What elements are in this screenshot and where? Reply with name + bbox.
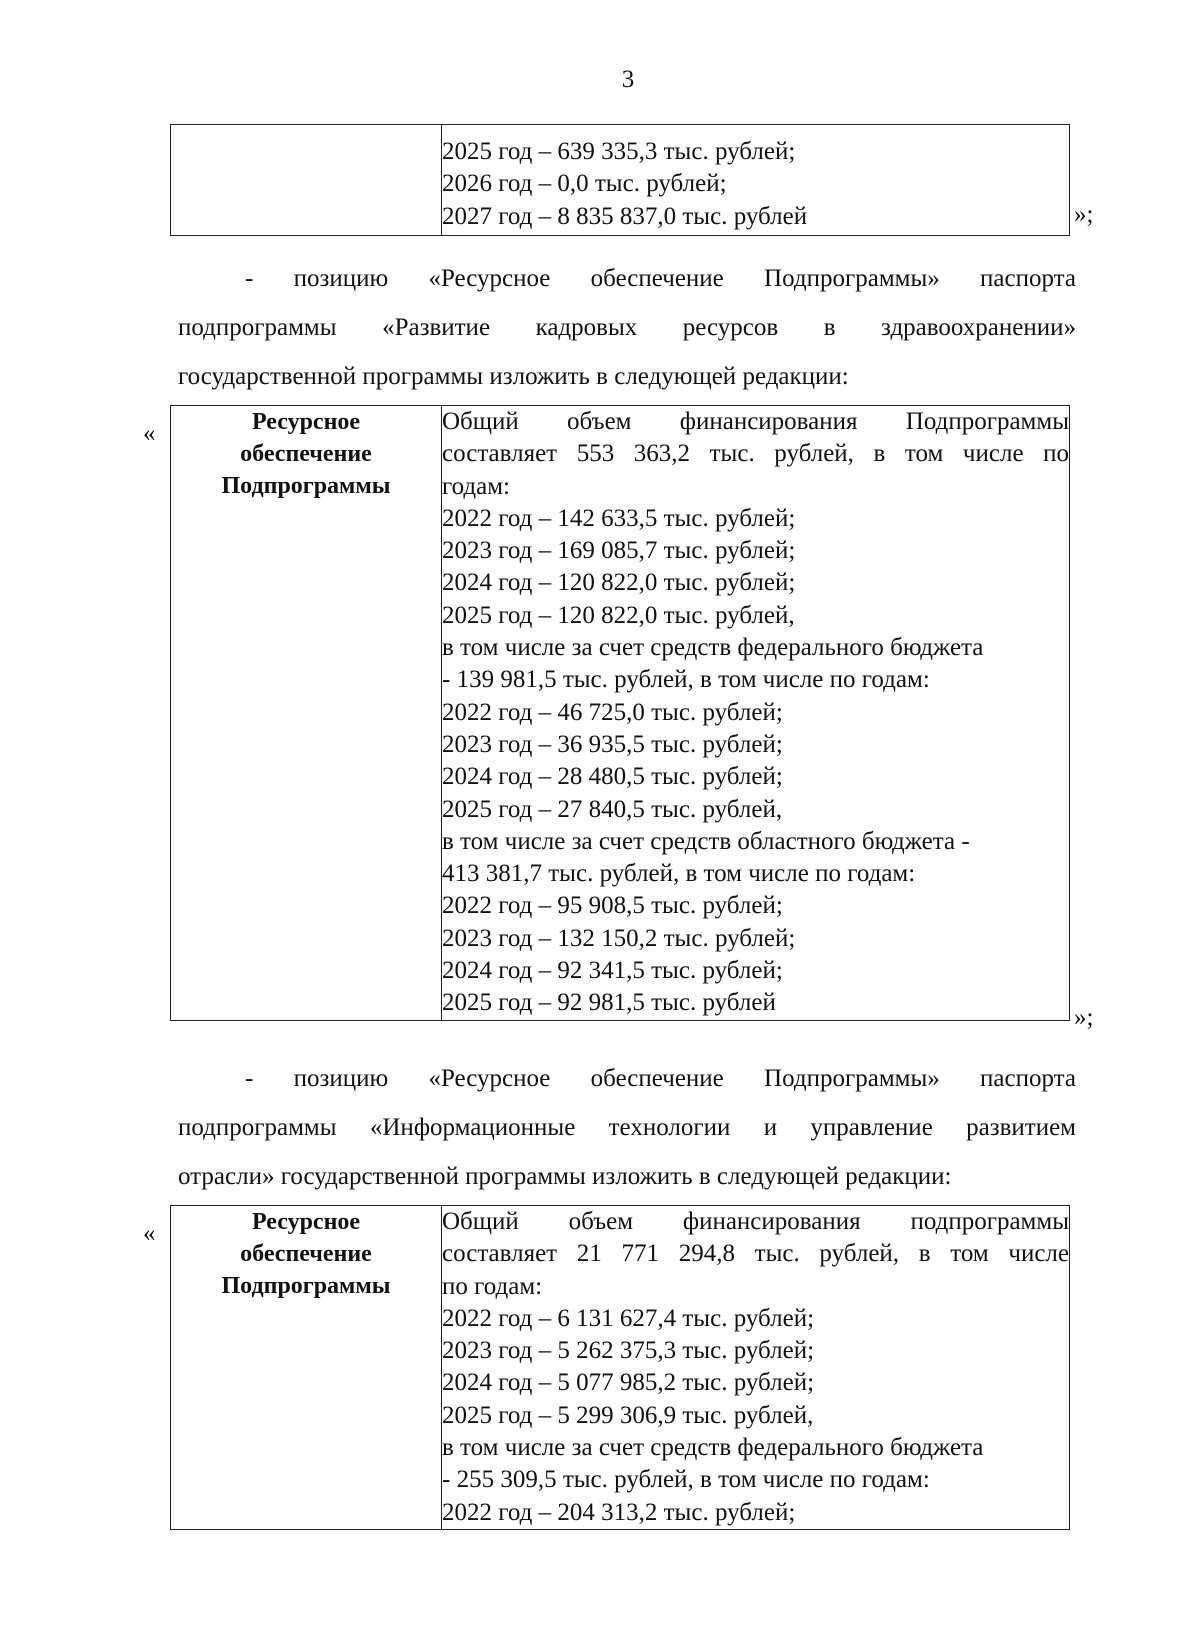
opening-quote: « — [143, 420, 156, 447]
table-line: 2025 год – 120 822,0 тыс. рублей, — [442, 601, 795, 629]
page-number: 3 — [621, 66, 635, 93]
paragraph-line: подпрограммы «Информационные технологии и управление развитием — [178, 1114, 1076, 1141]
table-line: 2022 год – 46 725,0 тыс. рублей; — [442, 698, 783, 726]
paragraph-line: государственной программы изложить в следующей редакции: — [178, 363, 849, 390]
opening-quote: « — [143, 1220, 156, 1247]
table-line: 2023 год – 169 085,7 тыс. рублей; — [442, 537, 796, 565]
table-line: 2025 год – 5 299 306,9 тыс. рублей, — [442, 1401, 814, 1429]
table-line: Общий объем финансирования Подпрограммы — [442, 408, 1069, 435]
table-line: 2025 год – 639 335,3 тыс. рублей; — [442, 138, 796, 165]
paragraph-line: - позицию «Ресурсное обеспечение Подпрограммы» паспорта — [245, 265, 1076, 292]
table-continuation — [170, 124, 1070, 236]
table-line: 2024 год – 92 341,5 тыс. рублей; — [442, 957, 783, 985]
table-continuation-left-cell — [171, 125, 442, 236]
table-line: 2024 год – 120 822,0 тыс. рублей; — [442, 569, 796, 597]
label-line: обеспечение — [240, 1241, 372, 1267]
table-line: 2022 год – 204 313,2 тыс. рублей; — [442, 1498, 796, 1526]
table-resource-kadry — [170, 405, 1070, 1021]
paragraph-kadry — [178, 254, 1076, 401]
table-line: по годам: — [442, 1272, 543, 1300]
paragraph-line: отрасли» государственной программы изложить в следующей редакции: — [178, 1163, 952, 1190]
table-line: 2022 год – 142 633,5 тыс. рублей; — [442, 504, 796, 532]
label-line: Подпрограммы — [221, 473, 391, 499]
table-line: 2027 год – 8 835 837,0 тыс. рублей — [442, 202, 808, 230]
table-continuation-right-cell — [442, 125, 1070, 236]
table-line: 2022 год – 95 908,5 тыс. рублей; — [442, 892, 783, 920]
table-line: 2026 год – 0,0 тыс. рублей; — [442, 170, 727, 198]
table-line: годам: — [442, 472, 510, 500]
table-line: составляет 21 771 294,8 тыс. рублей, в том числе — [442, 1240, 1069, 1268]
table-value-cell — [442, 406, 1070, 1021]
table-line: 2025 год – 27 840,5 тыс. рублей, — [442, 795, 783, 823]
table-line: - 139 981,5 тыс. рублей, в том числе по годам: — [442, 666, 930, 694]
table-line: 2024 год – 5 077 985,2 тыс. рублей; — [442, 1369, 815, 1397]
table-line: - 255 309,5 тыс. рублей, в том числе по годам: — [442, 1466, 930, 1494]
label-line: Подпрограммы — [221, 1273, 391, 1299]
label-line: обеспечение — [240, 441, 372, 467]
label-line: Ресурсное — [251, 1209, 361, 1235]
table-line: 2024 год – 28 480,5 тыс. рублей; — [442, 763, 783, 791]
label-line: Ресурсное — [251, 409, 361, 435]
table-resource-it — [170, 1205, 1070, 1530]
table-line: 2022 год – 6 131 627,4 тыс. рублей; — [442, 1304, 815, 1332]
table-label-cell — [171, 406, 442, 1021]
table-label-cell — [171, 1206, 442, 1530]
paragraph-line: - позицию «Ресурсное обеспечение Подпрограммы» паспорта — [245, 1065, 1076, 1092]
closing-quote: »; — [1074, 201, 1094, 228]
table-line: 2023 год – 36 935,5 тыс. рублей; — [442, 730, 783, 758]
table-line: составляет 553 363,2 тыс. рублей, в том числе по — [442, 440, 1069, 468]
table-line: в том числе за счет средств федерального бюджета — [442, 1434, 984, 1462]
closing-quote: »; — [1074, 1004, 1094, 1031]
table-line: 2023 год – 132 150,2 тыс. рублей; — [442, 924, 796, 952]
paragraph-line: подпрограммы «Развитие кадровых ресурсов в здравоохранении» — [178, 314, 1076, 341]
table-value-cell — [442, 1206, 1070, 1530]
table-line: 413 381,7 тыс. рублей, в том числе по годам: — [442, 860, 916, 888]
table-line: 2023 год – 5 262 375,3 тыс. рублей; — [442, 1337, 815, 1365]
table-line: 2025 год – 92 981,5 тыс. рублей — [442, 989, 776, 1017]
table-line: в том числе за счет средств федерального бюджета — [442, 634, 984, 662]
paragraph-it — [178, 1054, 1076, 1201]
table-line: Общий объем финансирования подпрограммы — [442, 1208, 1069, 1235]
table-line: в том числе за счет средств областного бюджета - — [442, 827, 970, 855]
